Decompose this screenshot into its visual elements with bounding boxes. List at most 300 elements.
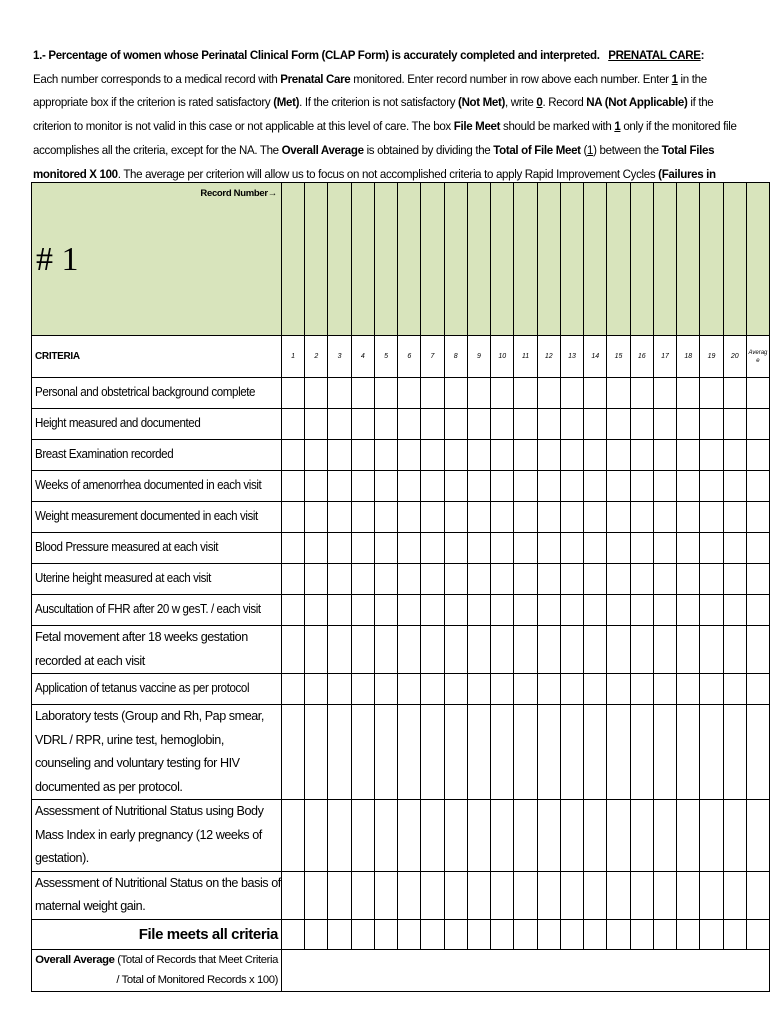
criterion-score-cell[interactable] [514,471,537,502]
criterion-score-cell[interactable] [328,564,351,595]
criterion-score-cell[interactable] [560,705,583,800]
record-number-input[interactable] [328,183,351,336]
criterion-score-cell[interactable] [630,595,653,626]
criterion-score-cell[interactable] [723,533,746,564]
criterion-score-cell[interactable] [421,440,444,471]
file-meets-cell[interactable] [351,919,374,949]
criterion-score-cell[interactable] [607,440,630,471]
criterion-score-cell[interactable] [444,674,467,705]
criterion-score-cell[interactable] [723,409,746,440]
criterion-score-cell[interactable] [421,871,444,919]
criterion-score-cell[interactable] [421,626,444,674]
criterion-score-cell[interactable] [584,502,607,533]
criterion-score-cell[interactable] [491,440,514,471]
criterion-average-cell[interactable] [746,471,769,502]
criterion-score-cell[interactable] [607,800,630,872]
criterion-score-cell[interactable] [630,800,653,872]
criterion-score-cell[interactable] [421,674,444,705]
criterion-score-cell[interactable] [537,626,560,674]
file-meets-cell[interactable] [421,919,444,949]
criterion-score-cell[interactable] [677,409,700,440]
criterion-score-cell[interactable] [607,564,630,595]
criterion-score-cell[interactable] [677,440,700,471]
criterion-score-cell[interactable] [467,564,490,595]
criterion-score-cell[interactable] [584,409,607,440]
criterion-score-cell[interactable] [560,409,583,440]
criterion-score-cell[interactable] [514,564,537,595]
criterion-score-cell[interactable] [444,409,467,440]
criterion-score-cell[interactable] [281,564,304,595]
criterion-score-cell[interactable] [723,705,746,800]
criterion-score-cell[interactable] [514,871,537,919]
file-meets-cell[interactable] [514,919,537,949]
criterion-score-cell[interactable] [398,705,421,800]
criterion-score-cell[interactable] [700,626,723,674]
criterion-score-cell[interactable] [328,800,351,872]
record-number-input[interactable] [700,183,723,336]
criterion-score-cell[interactable] [491,533,514,564]
criterion-score-cell[interactable] [607,595,630,626]
criterion-score-cell[interactable] [560,564,583,595]
file-meets-cell[interactable] [677,919,700,949]
criterion-score-cell[interactable] [421,564,444,595]
criterion-score-cell[interactable] [537,705,560,800]
criterion-score-cell[interactable] [281,800,304,872]
criterion-score-cell[interactable] [444,502,467,533]
criterion-score-cell[interactable] [584,564,607,595]
criterion-score-cell[interactable] [398,674,421,705]
criterion-score-cell[interactable] [328,871,351,919]
file-meets-cell[interactable] [653,919,676,949]
criterion-score-cell[interactable] [560,800,583,872]
criterion-score-cell[interactable] [491,564,514,595]
criterion-score-cell[interactable] [723,674,746,705]
criterion-score-cell[interactable] [467,378,490,409]
criterion-score-cell[interactable] [607,471,630,502]
criterion-score-cell[interactable] [305,502,328,533]
criterion-score-cell[interactable] [560,626,583,674]
criterion-score-cell[interactable] [514,502,537,533]
criterion-score-cell[interactable] [467,440,490,471]
criterion-score-cell[interactable] [491,674,514,705]
criterion-score-cell[interactable] [700,705,723,800]
criterion-score-cell[interactable] [630,533,653,564]
criterion-score-cell[interactable] [537,471,560,502]
criterion-score-cell[interactable] [467,800,490,872]
criterion-score-cell[interactable] [537,409,560,440]
criterion-score-cell[interactable] [374,471,397,502]
criterion-score-cell[interactable] [677,595,700,626]
criterion-score-cell[interactable] [328,409,351,440]
criterion-score-cell[interactable] [491,595,514,626]
criterion-score-cell[interactable] [584,595,607,626]
criterion-score-cell[interactable] [374,409,397,440]
criterion-score-cell[interactable] [398,471,421,502]
criterion-score-cell[interactable] [398,440,421,471]
overall-average-value[interactable] [281,949,769,991]
file-meets-cell[interactable] [630,919,653,949]
criterion-score-cell[interactable] [584,871,607,919]
criterion-score-cell[interactable] [677,674,700,705]
criterion-score-cell[interactable] [305,378,328,409]
record-number-input[interactable] [537,183,560,336]
file-meets-cell[interactable] [700,919,723,949]
file-meets-cell[interactable] [584,919,607,949]
criterion-score-cell[interactable] [677,871,700,919]
criterion-score-cell[interactable] [305,440,328,471]
criterion-score-cell[interactable] [560,502,583,533]
criterion-score-cell[interactable] [491,705,514,800]
criterion-score-cell[interactable] [560,674,583,705]
criterion-score-cell[interactable] [700,674,723,705]
criterion-score-cell[interactable] [328,705,351,800]
criterion-score-cell[interactable] [351,502,374,533]
criterion-score-cell[interactable] [677,502,700,533]
criterion-score-cell[interactable] [305,674,328,705]
criterion-score-cell[interactable] [607,674,630,705]
criterion-average-cell[interactable] [746,800,769,872]
criterion-score-cell[interactable] [491,471,514,502]
criterion-score-cell[interactable] [653,471,676,502]
criterion-score-cell[interactable] [351,626,374,674]
criterion-score-cell[interactable] [700,564,723,595]
criterion-score-cell[interactable] [328,674,351,705]
criterion-score-cell[interactable] [700,409,723,440]
criterion-score-cell[interactable] [723,595,746,626]
record-number-input[interactable] [374,183,397,336]
criterion-score-cell[interactable] [467,626,490,674]
criterion-score-cell[interactable] [677,800,700,872]
criterion-score-cell[interactable] [560,440,583,471]
record-number-input[interactable] [653,183,676,336]
criterion-score-cell[interactable] [351,674,374,705]
criterion-score-cell[interactable] [537,674,560,705]
criterion-score-cell[interactable] [723,564,746,595]
record-number-input[interactable] [607,183,630,336]
file-meets-cell[interactable] [444,919,467,949]
criterion-score-cell[interactable] [351,471,374,502]
criterion-score-cell[interactable] [584,533,607,564]
criterion-score-cell[interactable] [537,378,560,409]
criterion-score-cell[interactable] [630,471,653,502]
criterion-score-cell[interactable] [653,564,676,595]
criterion-score-cell[interactable] [398,626,421,674]
criterion-score-cell[interactable] [351,871,374,919]
record-number-input[interactable] [305,183,328,336]
criterion-score-cell[interactable] [374,705,397,800]
criterion-score-cell[interactable] [700,471,723,502]
criterion-score-cell[interactable] [653,674,676,705]
criterion-score-cell[interactable] [630,674,653,705]
file-meets-cell[interactable] [281,919,304,949]
criterion-score-cell[interactable] [514,674,537,705]
criterion-score-cell[interactable] [560,595,583,626]
criterion-score-cell[interactable] [444,440,467,471]
criterion-score-cell[interactable] [305,871,328,919]
criterion-score-cell[interactable] [281,705,304,800]
criterion-score-cell[interactable] [653,440,676,471]
criterion-score-cell[interactable] [630,378,653,409]
criterion-score-cell[interactable] [514,533,537,564]
criterion-score-cell[interactable] [584,674,607,705]
criterion-score-cell[interactable] [514,409,537,440]
criterion-score-cell[interactable] [281,471,304,502]
criterion-average-cell[interactable] [746,595,769,626]
criterion-score-cell[interactable] [374,871,397,919]
criterion-score-cell[interactable] [281,674,304,705]
file-meets-cell[interactable] [374,919,397,949]
criterion-score-cell[interactable] [421,378,444,409]
criterion-score-cell[interactable] [374,533,397,564]
criterion-score-cell[interactable] [537,502,560,533]
file-meets-cell[interactable] [607,919,630,949]
criterion-average-cell[interactable] [746,705,769,800]
criterion-score-cell[interactable] [537,533,560,564]
criterion-score-cell[interactable] [328,502,351,533]
criterion-score-cell[interactable] [351,533,374,564]
criterion-score-cell[interactable] [398,871,421,919]
criterion-score-cell[interactable] [491,502,514,533]
criterion-score-cell[interactable] [328,595,351,626]
criterion-score-cell[interactable] [723,440,746,471]
criterion-score-cell[interactable] [607,626,630,674]
criterion-score-cell[interactable] [584,471,607,502]
criterion-score-cell[interactable] [281,409,304,440]
criterion-score-cell[interactable] [328,626,351,674]
criterion-score-cell[interactable] [514,595,537,626]
criterion-score-cell[interactable] [374,626,397,674]
criterion-score-cell[interactable] [351,378,374,409]
criterion-score-cell[interactable] [467,595,490,626]
criterion-score-cell[interactable] [700,440,723,471]
criterion-score-cell[interactable] [700,595,723,626]
criterion-score-cell[interactable] [491,626,514,674]
criterion-score-cell[interactable] [723,502,746,533]
criterion-score-cell[interactable] [444,378,467,409]
criterion-score-cell[interactable] [723,378,746,409]
record-number-input[interactable] [351,183,374,336]
criterion-score-cell[interactable] [653,595,676,626]
record-number-input[interactable] [514,183,537,336]
criterion-score-cell[interactable] [560,533,583,564]
criterion-score-cell[interactable] [444,471,467,502]
criterion-score-cell[interactable] [351,564,374,595]
criterion-score-cell[interactable] [351,800,374,872]
criterion-average-cell[interactable] [746,440,769,471]
criterion-score-cell[interactable] [305,409,328,440]
criterion-score-cell[interactable] [398,800,421,872]
criterion-score-cell[interactable] [467,871,490,919]
criterion-score-cell[interactable] [491,800,514,872]
criterion-score-cell[interactable] [700,533,723,564]
file-meets-cell[interactable] [537,919,560,949]
criterion-score-cell[interactable] [607,533,630,564]
criterion-score-cell[interactable] [560,871,583,919]
criterion-score-cell[interactable] [467,502,490,533]
criterion-score-cell[interactable] [491,871,514,919]
criterion-score-cell[interactable] [374,502,397,533]
criterion-score-cell[interactable] [305,471,328,502]
criterion-score-cell[interactable] [305,705,328,800]
file-meets-cell[interactable] [467,919,490,949]
criterion-score-cell[interactable] [421,409,444,440]
criterion-score-cell[interactable] [700,871,723,919]
criterion-score-cell[interactable] [444,871,467,919]
criterion-score-cell[interactable] [328,378,351,409]
criterion-score-cell[interactable] [491,378,514,409]
criterion-average-cell[interactable] [746,502,769,533]
criterion-score-cell[interactable] [467,471,490,502]
criterion-score-cell[interactable] [700,502,723,533]
record-number-input[interactable] [467,183,490,336]
criterion-score-cell[interactable] [700,800,723,872]
criterion-score-cell[interactable] [328,533,351,564]
criterion-score-cell[interactable] [444,800,467,872]
file-meets-cell[interactable] [491,919,514,949]
criterion-score-cell[interactable] [653,502,676,533]
criterion-average-cell[interactable] [746,564,769,595]
criterion-score-cell[interactable] [421,471,444,502]
criterion-score-cell[interactable] [305,626,328,674]
criterion-average-cell[interactable] [746,378,769,409]
criterion-score-cell[interactable] [630,626,653,674]
criterion-score-cell[interactable] [584,626,607,674]
file-meets-cell[interactable] [305,919,328,949]
record-number-input[interactable] [677,183,700,336]
criterion-score-cell[interactable] [630,871,653,919]
criterion-score-cell[interactable] [677,705,700,800]
criterion-score-cell[interactable] [630,564,653,595]
criterion-score-cell[interactable] [351,705,374,800]
criterion-average-cell[interactable] [746,871,769,919]
criterion-score-cell[interactable] [700,378,723,409]
criterion-score-cell[interactable] [607,378,630,409]
criterion-score-cell[interactable] [537,564,560,595]
criterion-score-cell[interactable] [653,871,676,919]
criterion-score-cell[interactable] [351,595,374,626]
record-number-input[interactable] [584,183,607,336]
criterion-score-cell[interactable] [630,502,653,533]
criterion-score-cell[interactable] [514,800,537,872]
criterion-score-cell[interactable] [467,674,490,705]
criterion-score-cell[interactable] [305,595,328,626]
record-number-input[interactable] [281,183,304,336]
criterion-score-cell[interactable] [281,440,304,471]
criterion-score-cell[interactable] [514,378,537,409]
criterion-average-cell[interactable] [746,674,769,705]
criterion-score-cell[interactable] [467,409,490,440]
criterion-score-cell[interactable] [351,440,374,471]
criterion-score-cell[interactable] [514,705,537,800]
criterion-score-cell[interactable] [607,871,630,919]
criterion-score-cell[interactable] [560,378,583,409]
criterion-score-cell[interactable] [514,440,537,471]
criterion-score-cell[interactable] [584,378,607,409]
criterion-score-cell[interactable] [305,533,328,564]
criterion-score-cell[interactable] [677,378,700,409]
criterion-score-cell[interactable] [723,871,746,919]
criterion-score-cell[interactable] [374,595,397,626]
criterion-score-cell[interactable] [467,533,490,564]
criterion-score-cell[interactable] [421,705,444,800]
criterion-score-cell[interactable] [560,471,583,502]
record-number-input[interactable] [560,183,583,336]
record-number-input[interactable] [723,183,746,336]
criterion-score-cell[interactable] [653,705,676,800]
criterion-score-cell[interactable] [467,705,490,800]
criterion-score-cell[interactable] [421,533,444,564]
criterion-score-cell[interactable] [398,378,421,409]
criterion-score-cell[interactable] [281,595,304,626]
criterion-score-cell[interactable] [630,705,653,800]
criterion-score-cell[interactable] [537,595,560,626]
criterion-score-cell[interactable] [630,440,653,471]
file-meets-average-cell[interactable] [746,919,769,949]
criterion-score-cell[interactable] [537,800,560,872]
criterion-score-cell[interactable] [398,502,421,533]
criterion-score-cell[interactable] [281,502,304,533]
criterion-score-cell[interactable] [398,564,421,595]
criterion-score-cell[interactable] [584,800,607,872]
criterion-score-cell[interactable] [723,800,746,872]
criterion-score-cell[interactable] [653,378,676,409]
criterion-score-cell[interactable] [653,533,676,564]
criterion-score-cell[interactable] [398,409,421,440]
criterion-score-cell[interactable] [398,533,421,564]
criterion-score-cell[interactable] [421,800,444,872]
criterion-score-cell[interactable] [328,471,351,502]
criterion-score-cell[interactable] [281,871,304,919]
record-number-input[interactable] [491,183,514,336]
criterion-score-cell[interactable] [328,440,351,471]
criterion-score-cell[interactable] [584,440,607,471]
criterion-score-cell[interactable] [444,595,467,626]
criterion-score-cell[interactable] [305,800,328,872]
criterion-score-cell[interactable] [374,378,397,409]
criterion-score-cell[interactable] [444,626,467,674]
criterion-score-cell[interactable] [491,409,514,440]
criterion-score-cell[interactable] [677,533,700,564]
criterion-score-cell[interactable] [653,409,676,440]
criterion-score-cell[interactable] [723,626,746,674]
criterion-score-cell[interactable] [374,440,397,471]
criterion-score-cell[interactable] [444,564,467,595]
criterion-score-cell[interactable] [630,409,653,440]
criterion-score-cell[interactable] [653,626,676,674]
criterion-score-cell[interactable] [607,502,630,533]
criterion-score-cell[interactable] [281,626,304,674]
criterion-score-cell[interactable] [677,471,700,502]
criterion-score-cell[interactable] [374,564,397,595]
file-meets-cell[interactable] [723,919,746,949]
criterion-score-cell[interactable] [398,595,421,626]
criterion-score-cell[interactable] [281,378,304,409]
criterion-score-cell[interactable] [607,409,630,440]
criterion-score-cell[interactable] [584,705,607,800]
criterion-score-cell[interactable] [351,409,374,440]
criterion-score-cell[interactable] [374,800,397,872]
file-meets-cell[interactable] [398,919,421,949]
criterion-score-cell[interactable] [374,674,397,705]
record-number-input[interactable] [421,183,444,336]
criterion-score-cell[interactable] [444,705,467,800]
record-number-input[interactable] [444,183,467,336]
criterion-score-cell[interactable] [421,595,444,626]
file-meets-cell[interactable] [328,919,351,949]
record-number-input[interactable] [398,183,421,336]
criterion-score-cell[interactable] [653,800,676,872]
criterion-score-cell[interactable] [421,502,444,533]
